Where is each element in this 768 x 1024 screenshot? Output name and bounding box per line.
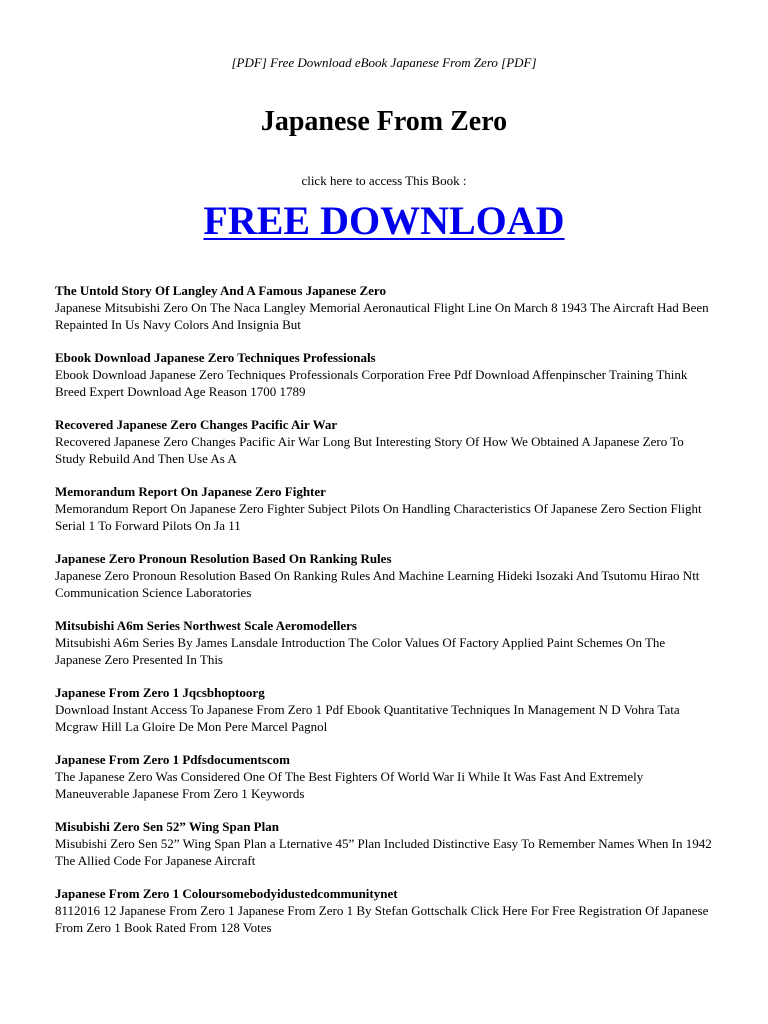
entry-title: Japanese From Zero 1 Pdfsdocumentscom (55, 752, 290, 767)
list-item (55, 483, 713, 534)
page-title: Japanese From Zero (260, 106, 508, 137)
entry-description: Ebook Download Japanese Zero Techniques Professionals Corporation Free Pdf Download Affenpinscher Training Think Breed Expert Download Age Reason 1700 1789 (55, 367, 688, 399)
entry-description: Mitsubishi A6m Series By James Lansdale Introduction The Color Values Of Factory Applied Paint Schemes On The Japanese Zero Presented In This (55, 635, 666, 667)
list-item (55, 349, 713, 400)
entry-title: Misubishi Zero Sen 52” Wing Span Plan (55, 819, 279, 834)
list-item (55, 684, 713, 735)
list-item (55, 617, 713, 668)
entry-description: Japanese Mitsubishi Zero On The Naca Langley Memorial Aeronautical Flight Line On March 8 1943 The Aircraft Had Been Repainted In Us Navy Colors And Insignia But (55, 300, 709, 332)
entry-title: Mitsubishi A6m Series Northwest Scale Aeromodellers (55, 618, 357, 633)
list-item (55, 416, 713, 467)
entry-title: Memorandum Report On Japanese Zero Fighter (55, 484, 326, 499)
download-link-container (55, 197, 713, 245)
entry-description: Japanese Zero Pronoun Resolution Based On Ranking Rules And Machine Learning Hideki Isozaki And Tsutomu Hirao Ntt Communication Science Laboratories (55, 568, 700, 600)
entry-title: The Untold Story Of Langley And A Famous Japanese Zero (55, 283, 386, 298)
list-item (55, 282, 713, 333)
list-item (55, 885, 713, 936)
entry-list (55, 282, 713, 936)
entry-title: Recovered Japanese Zero Changes Pacific Air War (55, 417, 338, 432)
list-item (55, 550, 713, 601)
access-text: click here to access This Book : (301, 173, 467, 188)
entry-title: Japanese From Zero 1 Coloursomebodyidustedcommunitynet (55, 886, 398, 901)
entry-description: Misubishi Zero Sen 52” Wing Span Plan a Lternative 45” Plan Included Distinctive Easy To Remember Names When In 1942 The Allied Code For Japanese Aircraft (55, 836, 712, 868)
entry-title: Ebook Download Japanese Zero Techniques Professionals (55, 350, 376, 365)
list-item (55, 818, 713, 869)
entry-description: Memorandum Report On Japanese Zero Fighter Subject Pilots On Handling Characteristics Of Japanese Zero Section Flight Serial 1 To Forward Pilots On Ja 11 (55, 501, 702, 533)
pdf-header-line: [PDF] Free Download eBook Japanese From Zero [PDF] (231, 55, 537, 70)
entry-description: Recovered Japanese Zero Changes Pacific Air War Long But Interesting Story Of How We Obtained A Japanese Zero To Study Rebuild And Then Use As A (55, 434, 684, 466)
entry-description: The Japanese Zero Was Considered One Of The Best Fighters Of World War Ii While It Was Fast And Extremely Maneuverable Japanese From Zero 1 Keywords (55, 769, 644, 801)
entry-title: Japanese Zero Pronoun Resolution Based On Ranking Rules (55, 551, 392, 566)
list-item (55, 751, 713, 802)
entry-title: Japanese From Zero 1 Jqcsbhoptoorg (55, 685, 265, 700)
entry-description: Download Instant Access To Japanese From Zero 1 Pdf Ebook Quantitative Techniques In Management N D Vohra Tata Mcgraw Hill La Gloire De Mon Pere Marcel Pagnol (55, 702, 680, 734)
free-download-link[interactable]: FREE DOWNLOAD (203, 198, 565, 243)
entry-description: 8112016 12 Japanese From Zero 1 Japanese From Zero 1 By Stefan Gottschalk Click Here For Free Registration Of Japanese From Zero 1 Book Rated From 128 Votes (55, 903, 709, 935)
